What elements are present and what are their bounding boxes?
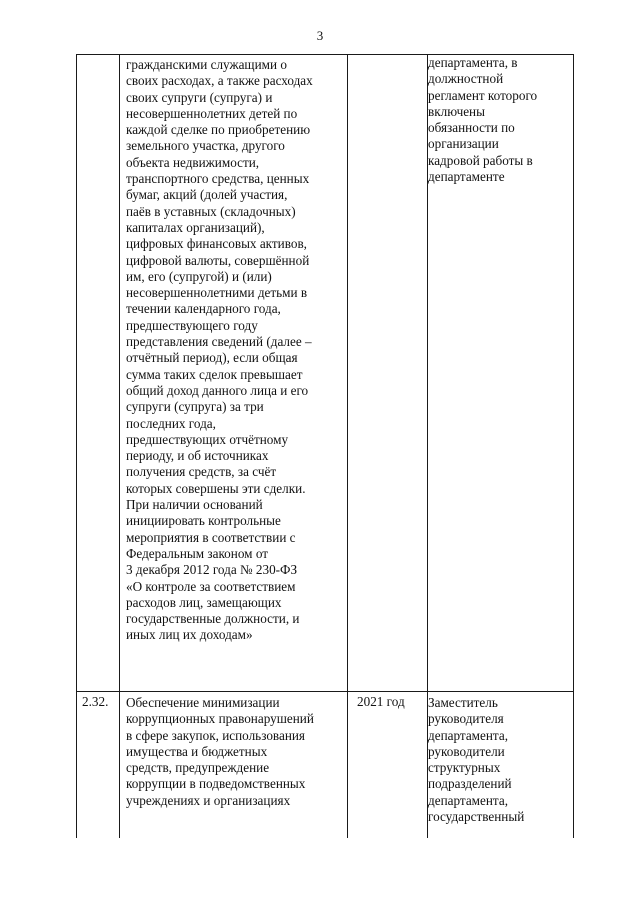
responsible-text — [428, 692, 573, 825]
text-line: предшествующих отчётному — [126, 431, 289, 447]
text-line: последних года, — [126, 415, 216, 431]
text-line: иных лиц их доходам» — [126, 627, 253, 643]
table-row — [77, 55, 574, 692]
text-line: капиталах организаций), — [126, 219, 265, 235]
text-line: в сфере закупок, использования — [126, 727, 306, 743]
deadline: 2021 год — [357, 694, 405, 709]
text-line: которых совершены эти сделки. — [126, 480, 306, 496]
text-line: паёв в уставных (складочных) — [126, 203, 296, 219]
plan-table — [76, 54, 574, 838]
measure-cell — [120, 692, 348, 839]
text-line: предшествующего году — [126, 317, 258, 333]
text-line: кадровой работы в — [428, 152, 533, 168]
text-line: своих супруги (супруга) и — [126, 89, 273, 105]
text-line: земельного участка, другого — [126, 138, 285, 154]
text-line: транспортного средства, ценных — [126, 171, 310, 187]
text-line: получения средств, за счёт — [126, 464, 277, 480]
text-line: бумаг, акций (долей участия, — [126, 187, 288, 203]
text-line: им, его (супругой) и (или) — [126, 268, 272, 284]
text-line: департамента, — [428, 727, 509, 743]
measure-text — [75, 55, 347, 644]
text-line: включены — [428, 103, 485, 119]
text-line: учреждениях и организациях — [126, 792, 291, 808]
text-line: сумма таких сделок превышает — [126, 366, 303, 382]
text-line: руководители — [428, 743, 505, 759]
text-line: течении календарного года, — [126, 301, 281, 317]
text-line: каждой сделке по приобретению — [126, 122, 311, 138]
text-line: государственные должности, и — [126, 611, 300, 627]
text-line: 3 декабря 2012 года № 230-ФЗ — [126, 562, 298, 578]
text-line: организации — [428, 136, 499, 152]
deadline-cell — [348, 692, 428, 839]
measure-text — [75, 692, 347, 809]
text-line: руководителя — [428, 711, 504, 727]
text-line: Федеральным законом от — [126, 545, 268, 561]
page-number: 3 — [316, 28, 324, 43]
text-line: общий доход данного лица и его — [126, 382, 309, 398]
text-line: департамента, в — [428, 55, 518, 70]
text-line: расходов лиц, замещающих — [126, 594, 282, 610]
text-line: департамента, — [428, 792, 509, 808]
text-line: департаменте — [428, 169, 505, 185]
text-line: регламент которого — [428, 87, 538, 103]
text-line: средств, предупреждение — [126, 760, 270, 776]
text-line: Обеспечение минимизации — [126, 695, 280, 710]
text-line: При наличии оснований — [126, 497, 263, 513]
text-line: объекта недвижимости, — [126, 154, 260, 170]
item-number: 2.32. — [82, 694, 109, 709]
text-line: государственный — [428, 809, 525, 825]
text-line: представления сведений (далее – — [126, 334, 312, 350]
measure-cell — [120, 55, 348, 692]
text-line: гражданскими служащими о — [126, 57, 287, 72]
text-line: супруги (супруга) за три — [126, 399, 264, 415]
text-line: «О контроле за соответствием — [126, 578, 296, 594]
text-line: обязанности по — [428, 120, 515, 136]
text-line: своих расходах, а также расходах — [126, 73, 313, 89]
text-line: подразделений — [428, 776, 512, 792]
text-line: коррупционных правонарушений — [126, 711, 314, 727]
text-line: несовершеннолетних детей по — [126, 105, 298, 121]
responsible-text — [428, 55, 573, 185]
text-line: цифровых финансовых активов, — [126, 236, 307, 252]
text-line: отчётный период), если общая — [126, 350, 298, 366]
table-row — [77, 692, 574, 839]
text-line: имущества и бюджетных — [126, 743, 268, 759]
responsible-cell — [428, 692, 574, 839]
text-line: цифровой валюты, совершённой — [126, 252, 310, 268]
text-line: должностной — [428, 71, 504, 87]
text-line: несовершеннолетними детьми в — [126, 285, 308, 301]
responsible-cell — [428, 55, 574, 692]
text-line: коррупции в подведомственных — [126, 776, 306, 792]
text-line: Заместитель — [428, 695, 498, 710]
deadline — [348, 55, 427, 57]
text-line: инициировать контрольные — [126, 513, 281, 529]
text-line: периоду, и об источниках — [126, 448, 269, 464]
deadline-cell — [348, 55, 428, 692]
text-line: мероприятия в соответствии с — [126, 529, 296, 545]
text-line: структурных — [428, 760, 501, 776]
